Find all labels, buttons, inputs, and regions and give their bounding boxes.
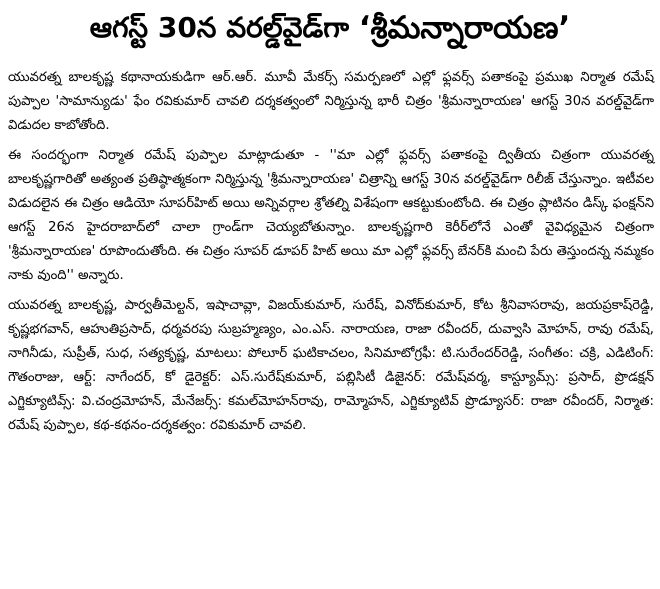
article-body — [8, 66, 654, 438]
paragraph-cast-crew: యువరత్న బాలకృష్ణ, పార్వతీమెల్టన్, ఇషాచావ్లా, విజయ్‌కుమార్, సురేష్, వినోద్‌కుమార్, కోట శ్రీనివాసరావు, జయప్రకాష్‌రెడ్డి, కృష్ణభగవాన్, ఆహుతిప్రసాద్, ధర్మవరపు సుబ్రహ్మణ్యం, ఎం.ఎస్. నారాయణ, రాజా రవీందర్, దువ్వాసి మోహన్, రావు రమేష్, నాగినీడు, సుప్రీత్, సుధ, సత్యకృష్ణ, మాటలు: పోలూర్ ఘటికాచలం, సినిమాటోగ్రఫీ: టి.సురేందర్‌రెడ్డి, సంగీతం: చక్రి, ఎడిటింగ్: గౌతంరాజు, ఆర్ట్: నాగేందర్, కో డైరెక్టర్: ఎస్.సురేష్‌కుమార్, పబ్లిసిటీ డిజైనర్: రమేష్‌వర్మ, కాస్ట్యూమ్స్: ప్రసాద్, ప్రొడక్షన్ ఎగ్జిక్యూటివ్స్: వి.చంద్రమోహన్, మేనేజర్స్: కమల్‌మోహన్‌రావు, రామ్మోహన్, ఎగ్జిక్యూటివ్ ప్రొడ్యూసర్: రాజా రవీందర్, నిర్మాత: రమేష్ పుప్పాల, కథ-కథనం-దర్శకత్వం: రవికుమార్ చావలి. — [8, 298, 654, 433]
film-title: ‘శ్రీమన్నారాయణ’ — [358, 9, 571, 46]
paragraph-producer-quote: ఈ సందర్భంగా నిర్మాత రమేష్ పుప్పాల మాట్లాడుతూ - ''మా ఎల్లో ఫ్లవర్స్ పతాకంపై ద్వితీయ చిత్రంగా యువరత్న బాలకృష్ణగారితో అత్యంత ప్రతిష్ఠాత్మకంగా నిర్మిస్తున్న 'శ్రీమన్నారాయణ' చిత్రాన్ని ఆగస్ట్ 30న వరల్డ్‌వైడ్‌గా రిలీజ్ చేస్తున్నాం. ఇటీవల విడుదలైన ఈ చిత్రం ఆడియో సూపర్‌హిట్ అయి అన్నివర్గాల శ్రోతల్ని విశేషంగా ఆకట్టుకుంటోంది. ఈ చిత్రం ప్లాటినం డిస్క్ ఫంక్షన్‌ని ఆగస్ట్ 26న హైదరాబాద్‌లో చాలా గ్రాండ్‌గా చెయ్యబోతున్నాం. బాలకృష్ణగారి కెరీర్‌లోనే ఎంతో వైవిధ్యమైన చిత్రంగా 'శ్రీమన్నారాయణ' రూపొందుతోంది. ఈ చిత్రం సూపర్ డూపర్ హిట్ అయి మా ఎల్లో ఫ్లవర్స్ బేనర్‌కి మంచి పేరు తెస్తుందన్న నమ్మకం నాకు వుంది'' అన్నారు. — [8, 148, 654, 283]
paragraph-intro: యువరత్న బాలకృష్ణ కథానాయకుడిగా ఆర్.ఆర్. మూవీ మేకర్స్ సమర్పణలో ఎల్లో ఫ్లవర్స్ పతాకంపై ప్రముఖ నిర్మాత రమేష్ పుప్పాల 'సామాన్యుడు' ఫేం రవికుమార్ చావలి దర్శకత్వంలో నిర్మిస్తున్న భారీ చిత్రం 'శ్రీమన్నారాయణ' ఆగస్ట్ 30న వరల్డ్‌వైడ్‌గా విడుదల కాబోతోంది. — [8, 70, 654, 133]
headline-text: ఆగస్ట్ 30న వరల్డ్‌వైడ్‌గా — [89, 11, 349, 44]
headline — [0, 6, 660, 56]
